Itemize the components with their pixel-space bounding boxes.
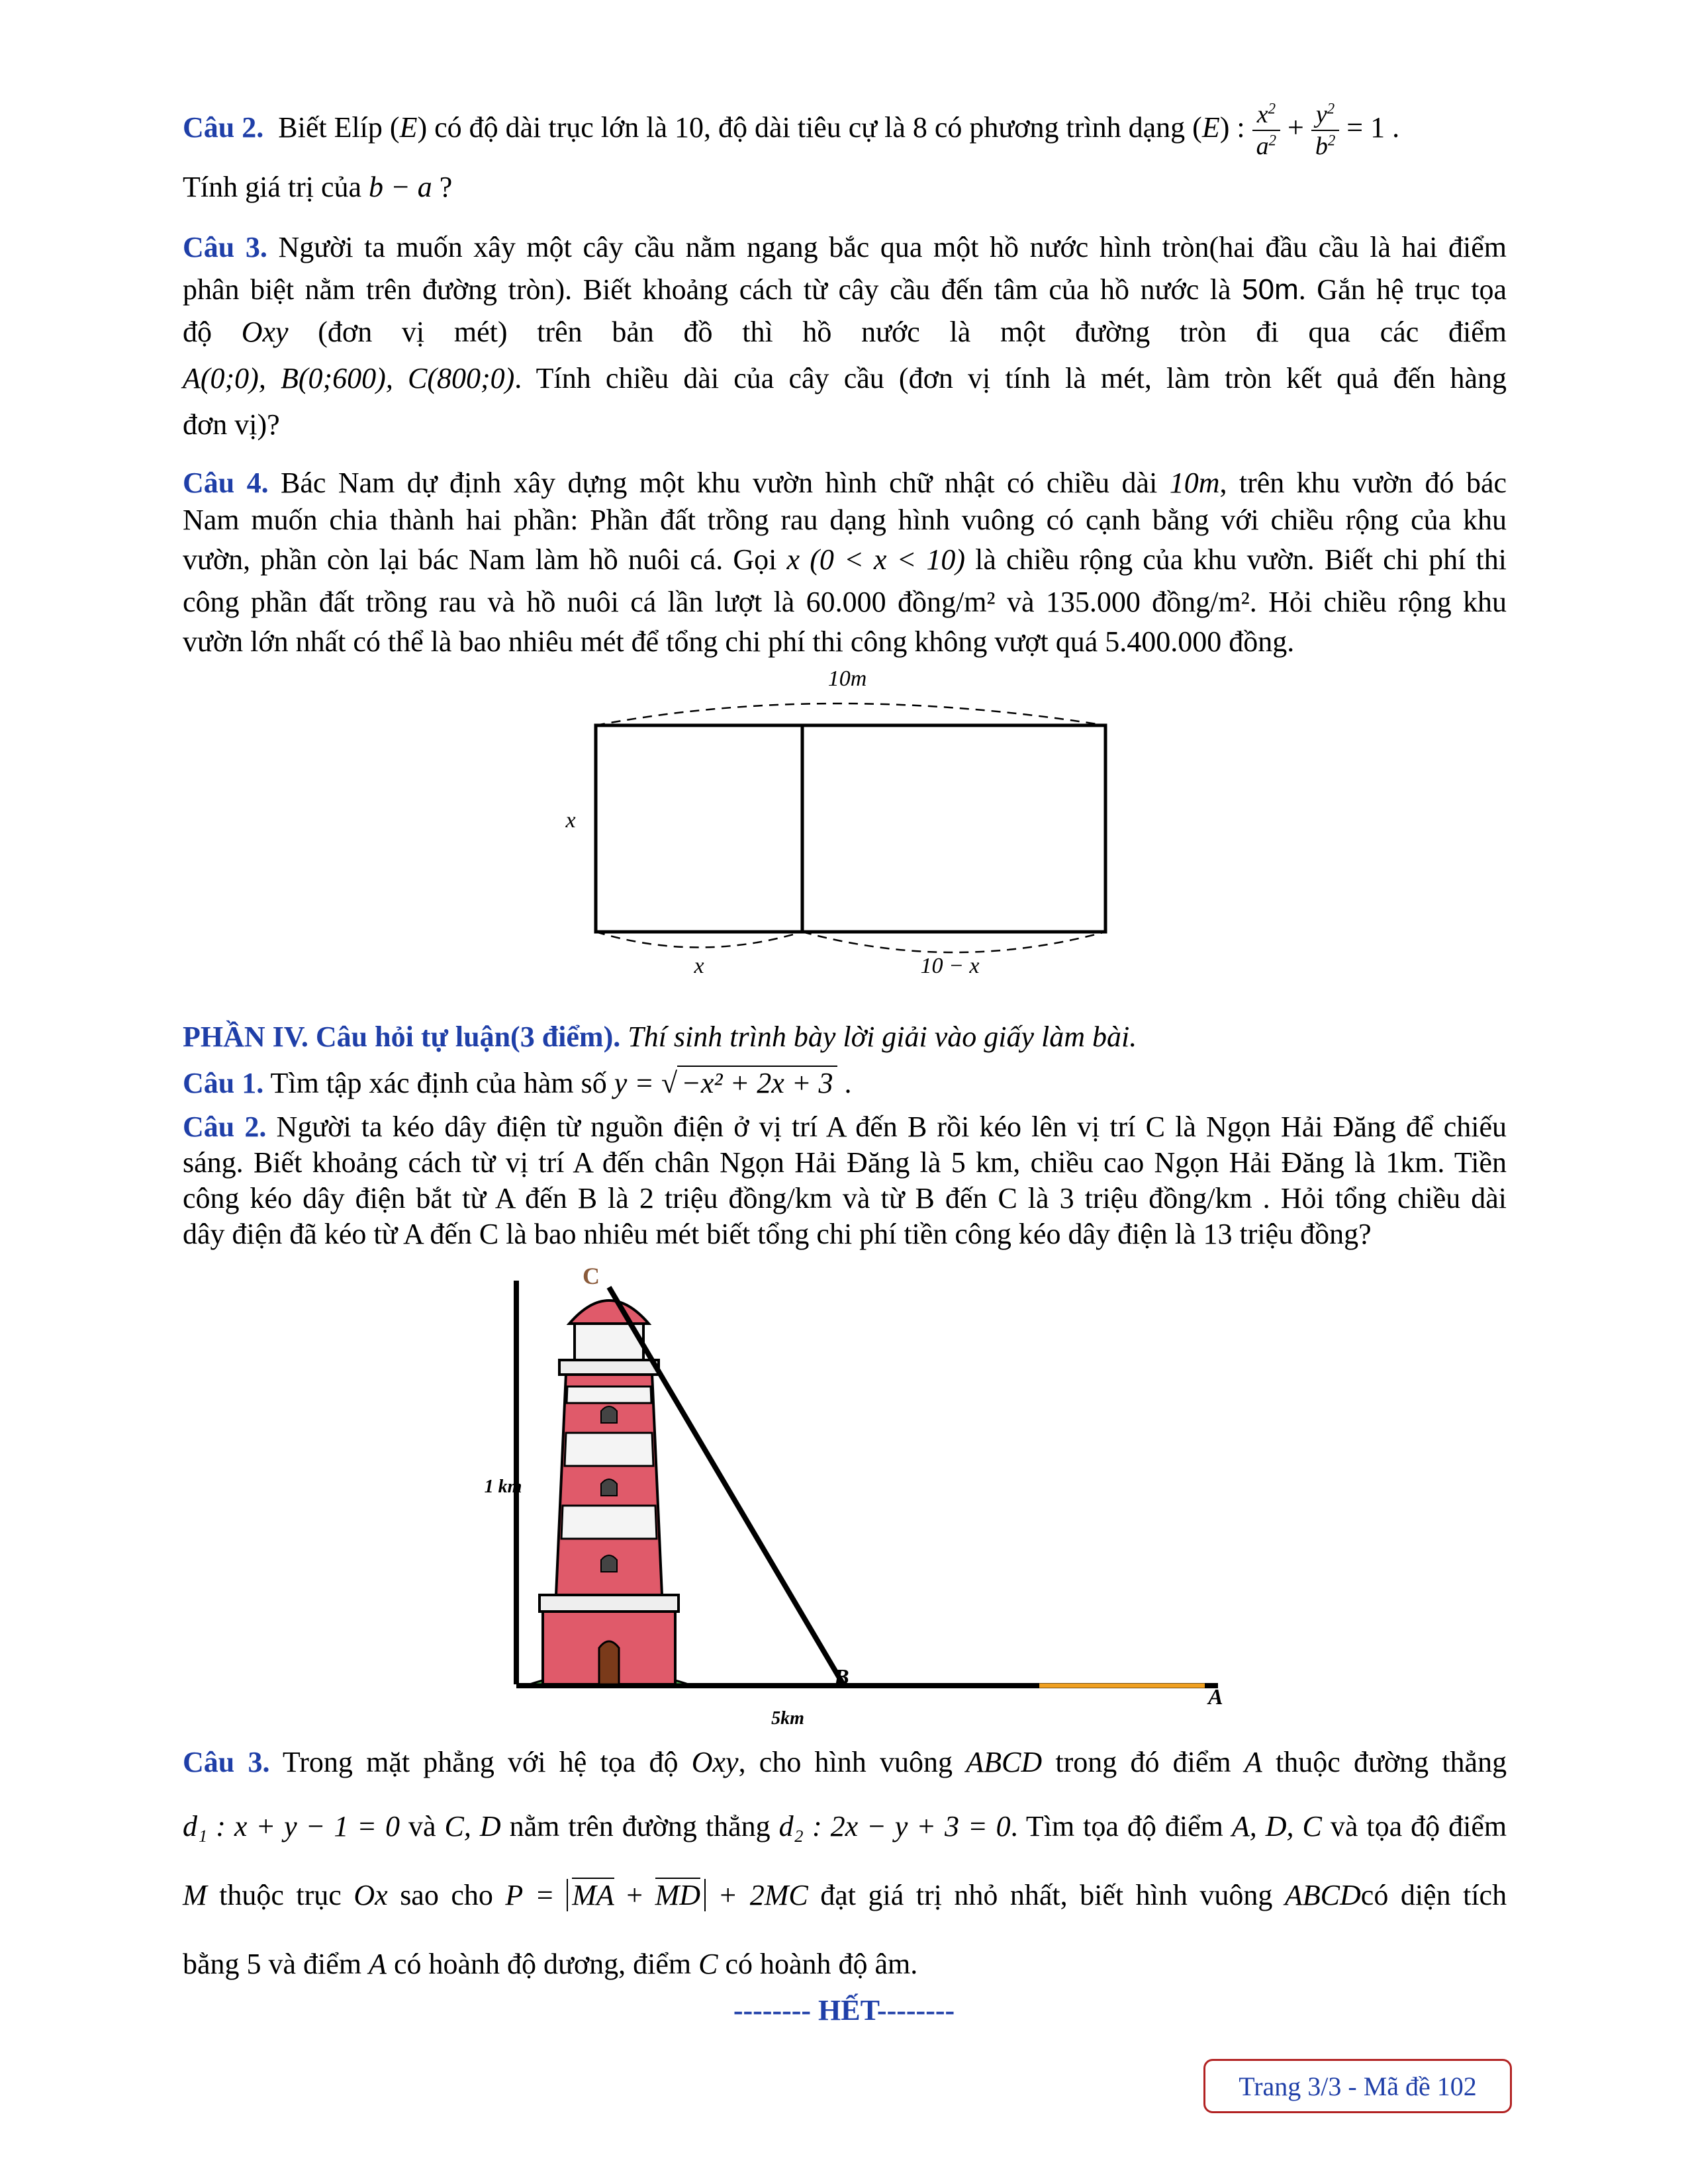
text: thuộc đường thẳng xyxy=(1276,1746,1507,1778)
left-dimension-label: x xyxy=(565,808,576,833)
vector-md: MD xyxy=(655,1879,701,1911)
text: Trong mặt phẳng với hệ tọa độ xyxy=(282,1746,679,1778)
text: Người ta muốn xây một cây cầu nằm ngang bắc qua một hồ nước hình tròn(hai đầu cầu là hai điểm xyxy=(278,231,1507,263)
essay-question-1: Câu 1. Tìm tập xác định của hàm số y = √ −x² + 2x + 3 . xyxy=(183,1067,852,1099)
text: thuộc trục xyxy=(219,1879,342,1911)
math-c: C xyxy=(698,1948,718,1980)
bottom-right-label: 10 − x xyxy=(920,954,980,978)
garden-diagram xyxy=(543,662,1139,986)
math-value: 50m xyxy=(1242,273,1299,306)
text: ? xyxy=(432,171,453,203)
bottom-right-arc xyxy=(802,932,1105,952)
math-oxy: Oxy xyxy=(241,316,289,348)
bottom-left-label: x xyxy=(694,954,704,978)
fraction-y2-b2: $\frac{y^2}{b^2}$ xyxy=(1311,99,1339,161)
frac-den: a xyxy=(1256,132,1269,160)
math-line-d2: d₂ : 2x − y + 3 = 0 xyxy=(778,1810,1011,1843)
page-footer xyxy=(1203,2059,1512,2113)
question-label: Câu 4. xyxy=(183,467,269,499)
math-p: P = xyxy=(505,1879,555,1911)
math-e: E xyxy=(1201,111,1220,144)
top-dimension-arc xyxy=(596,704,1105,725)
question-label: Câu 2. xyxy=(183,111,264,144)
math-value: 5 xyxy=(246,1948,261,1980)
text: Tìm tập xác định của hàm số xyxy=(270,1067,607,1099)
text: trong đó điểm xyxy=(1055,1746,1231,1778)
question-3-bridge xyxy=(183,226,1507,446)
text: đơn vị)? xyxy=(183,408,280,441)
math-m: M xyxy=(183,1879,207,1911)
math-a: A xyxy=(1244,1746,1262,1778)
math-expr: b − a xyxy=(369,171,432,203)
text: đạt giá trị nhỏ nhất, biết hình vuông xyxy=(820,1879,1273,1911)
page-number: Trang 3/3 - Mã đề 102 xyxy=(1239,2071,1477,2101)
math-abcd: ABCD xyxy=(1284,1879,1361,1911)
question-label: Câu 2. xyxy=(183,1111,267,1143)
question-4-garden xyxy=(183,465,1507,660)
text: dây điện đã kéo từ A đến C là bao nhiêu mét biết tổng chi phí tiền công kéo dây điện là 13 triệu đồng? xyxy=(183,1218,1372,1250)
math-radicand: −x² + 2x + 3 xyxy=(677,1066,837,1099)
fraction-x2-a2: $\frac{x^2}{a^2}$ xyxy=(1252,99,1280,161)
text: . Tìm tọa độ điểm xyxy=(1010,1810,1223,1843)
text: và điểm xyxy=(268,1948,362,1980)
text: bằng xyxy=(183,1948,240,1980)
text: Bác Nam dự định xây dựng một khu vườn hình chữ nhật có chiều dài xyxy=(281,467,1158,499)
text: có hoành độ âm. xyxy=(725,1948,918,1980)
frac-den: b xyxy=(1315,132,1328,160)
frac-num: x xyxy=(1256,100,1268,128)
math-plus: + xyxy=(626,1879,643,1911)
text: . Tính chiều dài của cây cầu (đơn vị tính là mét, làm tròn kết quả đến hàng xyxy=(514,362,1507,394)
math-points: A(0;0), B(0;600), C(800;0) xyxy=(183,362,515,394)
bottom-left-arc xyxy=(596,932,802,948)
question-label: Câu 1. xyxy=(183,1067,264,1099)
text: phân biệt nằm trên đường tròn). Biết khoảng cách từ cây cầu đến tâm của hồ nước là xyxy=(183,273,1231,306)
top-dimension-label: 10m xyxy=(827,666,867,691)
math-e: E xyxy=(399,111,418,144)
text: công kéo dây điện bắt từ A đến B là 2 triệu đồng/km và từ B đến C là 3 triệu đồng/km . Hỏi tổng chiều dài xyxy=(183,1182,1507,1214)
text: đồng/m². Hỏi chiều rộng khu xyxy=(1152,586,1507,618)
text: , cho hình vuông xyxy=(738,1746,953,1778)
text: . Gắn hệ trục tọa xyxy=(1298,273,1507,306)
text: và tọa độ điểm xyxy=(1330,1810,1507,1843)
vector-ma: MA xyxy=(572,1879,614,1911)
text: có hoành độ dương, điểm xyxy=(393,1948,692,1980)
text: nằm trên đường thẳng xyxy=(509,1810,771,1843)
math-value: 10m xyxy=(1169,467,1220,499)
garden-rectangle xyxy=(596,725,1105,932)
part-note: Thí sinh trình bày lời giải vào giấy làm bài. xyxy=(628,1021,1137,1053)
point-c-label: C xyxy=(583,1263,600,1289)
part-4-heading xyxy=(183,1019,1507,1055)
math-points: A, D, C xyxy=(1231,1810,1322,1843)
end-marker: -------- HẾT-------- xyxy=(733,1994,955,2026)
text: Tính giá trị của xyxy=(183,171,362,203)
text: . xyxy=(844,1067,852,1099)
equation-rhs: = 1 . xyxy=(1346,111,1400,144)
distance-label: 5km xyxy=(771,1708,804,1729)
question-label: Câu 3. xyxy=(183,231,267,263)
text: và xyxy=(408,1810,436,1843)
height-label: 1 km xyxy=(484,1477,522,1497)
math-oxy: Oxy xyxy=(691,1746,739,1778)
text: , trên khu vườn đó bác xyxy=(1219,467,1507,499)
question-2-ellipse: Câu 2. Biết Elíp (E) có độ dài trục lớn là 10, độ dài tiêu cự là 8 có phương trình dạng (E) : $\frac{x^2}{a^2}$ + $\frac{y^2}{b^2}$ = 1 . Tính giá trị của b − a ? xyxy=(183,100,1400,203)
lighthouse-icon xyxy=(530,1300,688,1684)
essay-question-2 xyxy=(183,1109,1507,1252)
point-a-label: A xyxy=(1208,1685,1223,1709)
math-value: 60.000 xyxy=(806,586,886,618)
text: sáng. Biết khoảng cách từ vị trí A đến chân Ngọn Hải Đăng là 5 km, chiều cao Ngọn Hải Đăng là 1km. Tiền xyxy=(183,1146,1507,1179)
math-value: 5.400.000 xyxy=(1105,625,1222,658)
question-label: Câu 3. xyxy=(183,1746,270,1778)
math-abcd: ABCD xyxy=(966,1746,1043,1778)
text: công phần đất trồng rau và hồ nuôi cá lần lượt là xyxy=(183,586,795,618)
text: Nam muốn chia thành hai phần: Phần đất trồng rau dạng hình vuông có cạnh bằng với chiều rộng của khu xyxy=(183,504,1507,536)
text: vườn, phần còn lại bác Nam làm hồ nuôi cá. Gọi xyxy=(183,543,777,576)
math-2mc: + 2MC xyxy=(718,1879,808,1911)
frac-num: y xyxy=(1315,100,1327,128)
text: độ xyxy=(183,316,212,348)
text: là chiều rộng của khu vườn. Biết chi phí thi xyxy=(975,543,1507,576)
text: (đơn vị mét) trên bản đồ thì hồ nước là một đường tròn đi qua các điểm xyxy=(318,316,1507,348)
math-a: A xyxy=(369,1948,387,1980)
text: ) : xyxy=(1219,111,1245,144)
text: có diện tích xyxy=(1360,1879,1507,1911)
text: ) có độ dài trục lớn là 10, độ dài tiêu cự là 8 có phương trình dạng ( xyxy=(417,111,1202,144)
math-lhs: y = xyxy=(614,1067,655,1099)
math-inequality: x (0 < x < 10) xyxy=(786,543,965,576)
point-b-label: B xyxy=(834,1665,849,1690)
text: Người ta kéo dây điện từ nguồn điện ở vị trí A đến B rồi kéo lên vị trí C là Ngọn Hải Đăng để chiếu xyxy=(276,1111,1507,1143)
essay-question-3 xyxy=(183,1742,1507,1999)
text: sao cho xyxy=(400,1879,493,1911)
text: đồng. xyxy=(1229,625,1295,658)
part-title: PHẦN IV. Câu hỏi tự luận(3 điểm). xyxy=(183,1021,621,1053)
lighthouse-diagram xyxy=(484,1261,1244,1737)
text: Biết Elíp ( xyxy=(278,111,400,144)
math-line-d1: d₁ : x + y − 1 = 0 xyxy=(183,1810,400,1843)
math-value: 135.000 xyxy=(1045,586,1141,618)
text: vườn lớn nhất có thể là bao nhiêu mét để tổng chi phí thi công không vượt quá xyxy=(183,625,1098,658)
text: đồng/m² và xyxy=(897,586,1035,618)
math-ox: Ox xyxy=(353,1879,388,1911)
math-cd: C, D xyxy=(444,1810,501,1843)
